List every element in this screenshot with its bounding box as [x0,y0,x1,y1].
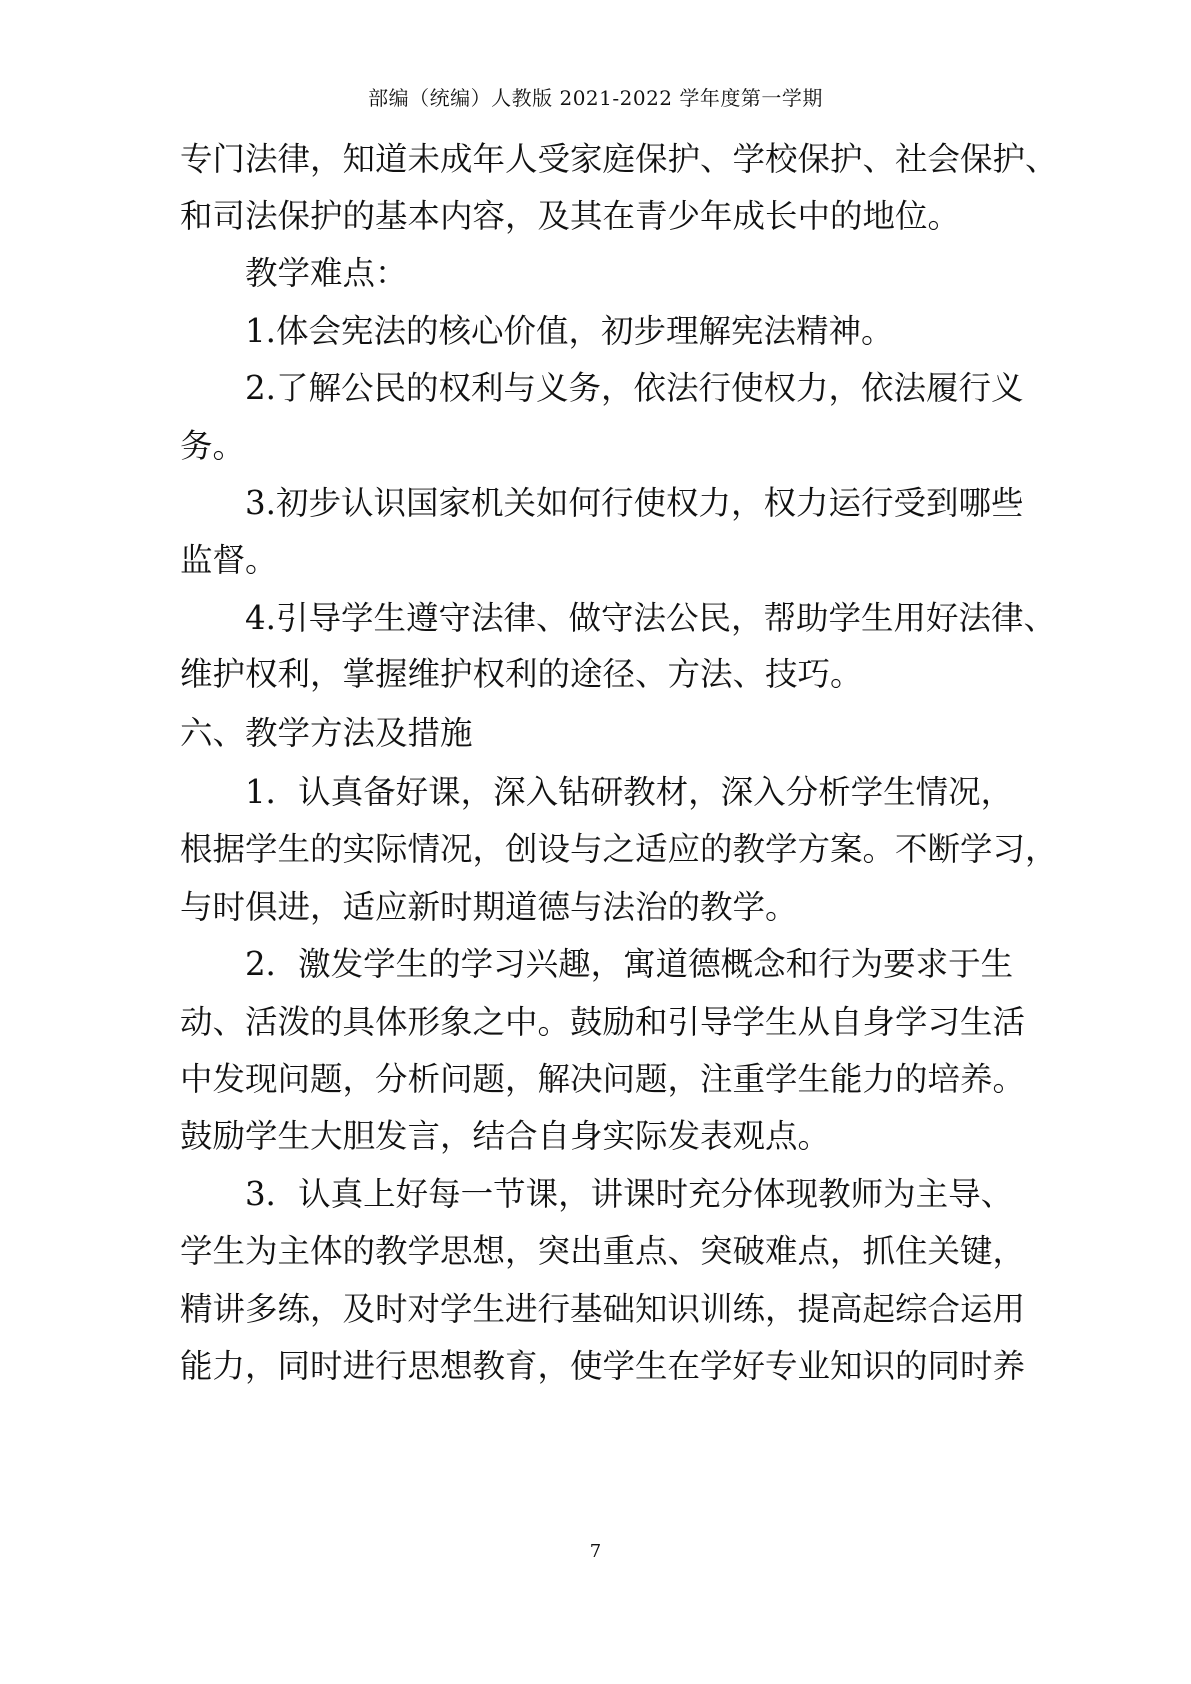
body-line: 3．认真上好每一节课，讲课时充分体现教师为主导、 [245,1175,1014,1213]
page-number: 7 [589,1541,602,1562]
body-line: 1．认真备好课，深入钻研教材，深入分析学生情况， [245,773,1014,811]
body-line: 2.了解公民的权利与义务，依法行使权力，依法履行义 [245,369,1024,407]
body-line: 2．激发学生的学习兴趣，寓道德概念和行为要求于生 [245,945,1014,983]
body-line: 学生为主体的教学思想，突出重点、突破难点，抓住关键， [180,1232,1026,1270]
body-line: 动、活泼的具体形象之中。鼓励和引导学生从自身学习生活 [180,1003,1026,1041]
body-line: 能力，同时进行思想教育，使学生在学好专业知识的同时养 [180,1347,1026,1385]
body-line: 根据学生的实际情况，创设与之适应的教学方案。不断学习， [180,830,1058,868]
body-line: 务。 [180,427,246,465]
page-header: 部编（统编）人教版 2021-2022 学年度第一学期 [368,86,823,110]
body-line: 4.引导学生遵守法律、做守法公民，帮助学生用好法律、 [245,599,1057,637]
body-line: 中发现问题，分析问题，解决问题，注重学生能力的培养。 [180,1060,1026,1098]
body-line: 1.体会宪法的核心价值，初步理解宪法精神。 [245,312,894,350]
body-line: 与时俱进，适应新时期道德与法治的教学。 [180,888,798,926]
section-subheading: 教学难点： [245,254,408,292]
body-line: 维护权利，掌握维护权利的途径、方法、技巧。 [180,655,863,693]
body-line: 精讲多练，及时对学生进行基础知识训练，提高起综合运用 [180,1290,1026,1328]
body-line: 和司法保护的基本内容，及其在青少年成长中的地位。 [180,197,961,235]
body-line: 鼓励学生大胆发言，结合自身实际发表观点。 [180,1117,831,1155]
section-heading: 六、教学方法及措施 [180,714,473,752]
body-line: 监督。 [180,541,278,579]
body-line: 3.初步认识国家机关如何行使权力，权力运行受到哪些 [245,484,1024,522]
body-line: 专门法律，知道未成年人受家庭保护、学校保护、社会保护、 [180,140,1058,178]
